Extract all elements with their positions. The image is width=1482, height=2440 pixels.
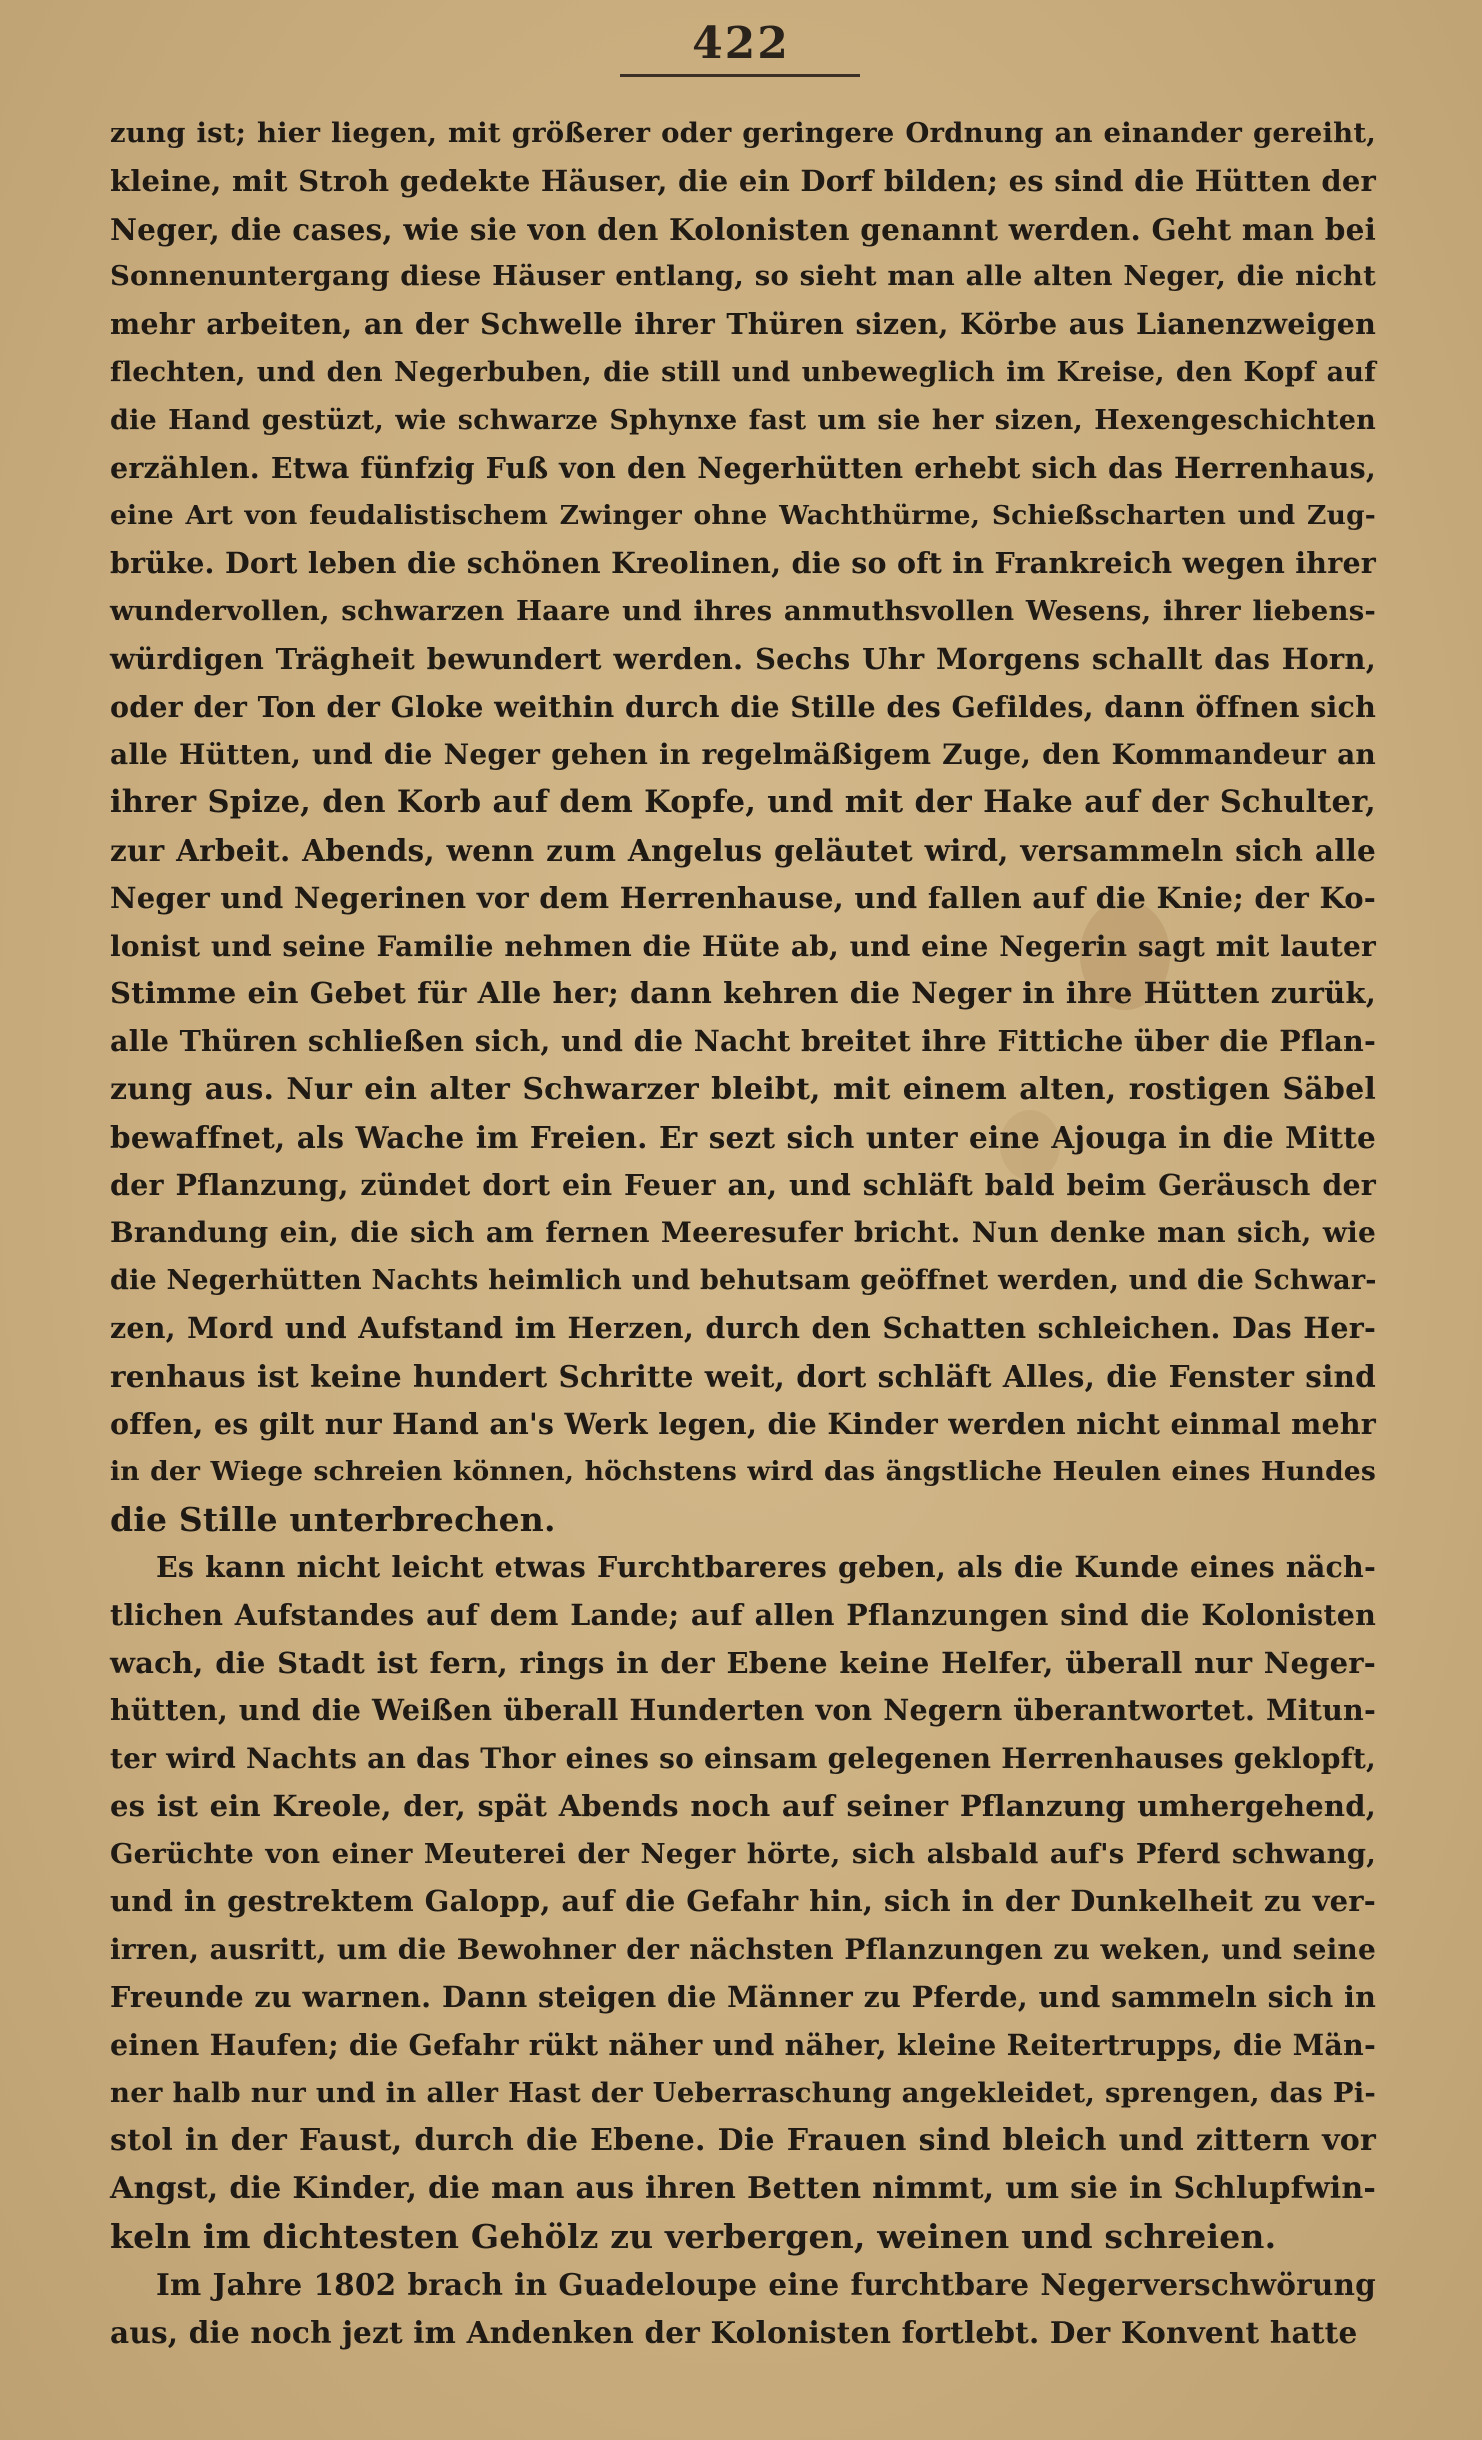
text-line: hütten, und die Weißen überall Hunderten von Negern überantwortet. Mitun-: [110, 1693, 1376, 1728]
paragraph: [110, 2261, 1376, 2357]
paragraph: [110, 110, 1376, 1544]
text-line: ter wird Nachts an das Thor eines so einsam gelegenen Herrenhauses geklopft,: [110, 1742, 1376, 1776]
text-line: Brandung ein, die sich am fernen Meeresufer bricht. Nun denke man sich, wie: [110, 1216, 1376, 1250]
text-line: wach, die Stadt ist fern, rings in der Ebene keine Helfer, überall nur Neger-: [110, 1645, 1376, 1680]
text-line: Es kann nicht leicht etwas Furchtbareres geben, als die Kunde eines näch-: [156, 1549, 1376, 1584]
text-line: lonist und seine Familie nehmen die Hüte ab, und eine Negerin sagt mit lauter: [110, 929, 1376, 963]
text-line: stol in der Faust, durch die Ebene. Die Frauen sind bleich und zittern vor: [110, 2123, 1376, 2159]
text-line: alle Thüren schließen sich, und die Nacht breitet ihre Fittiche über die Pflan-: [110, 1024, 1376, 1059]
text-line: oder der Ton der Gloke weithin durch die Stille des Gefildes, dann öffnen sich: [110, 689, 1376, 724]
text-line: kleine, mit Stroh gedekte Häuser, die ein Dorf bilden; es sind die Hütten der: [110, 163, 1376, 198]
text-line: Im Jahre 1802 brach in Guadeloupe eine furchtbare Negerverschwörung: [156, 2266, 1376, 2302]
text-line: würdigen Trägheit bewundert werden. Sechs Uhr Morgens schallt das Horn,: [110, 641, 1376, 676]
text-line: Freunde zu warnen. Dann steigen die Männer zu Pferde, und sammeln sich in: [110, 1980, 1376, 2015]
text-line: renhaus ist keine hundert Schritte weit, dort schläft Alles, die Fenster sind: [110, 1358, 1376, 1394]
text-line: Neger, die cases, wie sie von den Kolonisten genannt werden. Geht man bei: [110, 211, 1376, 247]
text-line: die Hand gestüzt, wie schwarze Sphynxe fast um sie her sizen, Hexengeschichten: [110, 404, 1376, 436]
text-line: offen, es gilt nur Hand an's Werk legen, die Kinder werden nicht einmal mehr: [110, 1406, 1376, 1441]
text-line: die Stille unterbrechen.: [110, 1500, 556, 1540]
paragraph: [110, 1544, 1376, 2261]
text-line: irren, ausritt, um die Bewohner der nächsten Pflanzungen zu weken, und seine: [110, 1933, 1376, 1967]
text-line: aus, die noch jezt im Andenken der Kolonisten fortlebt. Der Konvent hatte: [110, 2314, 1358, 2350]
text-line: die Negerhütten Nachts heimlich und behutsam geöffnet werden, und die Schwar-: [110, 1265, 1377, 1297]
text-line: der Pflanzung, zündet dort ein Feuer an, und schläft bald beim Geräusch der: [110, 1167, 1376, 1202]
text-line: tlichen Aufstandes auf dem Lande; auf allen Pflanzungen sind die Kolonisten: [110, 1597, 1376, 1632]
text-line: brüke. Dort leben die schönen Kreolinen, die so oft in Frankreich wegen ihrer: [110, 546, 1376, 581]
text-line: ihrer Spize, den Korb auf dem Kopfe, und mit der Hake auf der Schulter,: [110, 784, 1376, 821]
text-line: einen Haufen; die Gefahr rükt näher und näher, kleine Reitertrupps, die Män-: [110, 2027, 1376, 2062]
text-line: und in gestrektem Galopp, auf die Gefahr hin, sich in der Dunkelheit zu ver-: [110, 1884, 1376, 1919]
header-rule: [620, 74, 860, 77]
text-line: zen, Mord und Aufstand im Herzen, durch den Schatten schleichen. Das Her-: [110, 1310, 1376, 1345]
text-line: Neger und Negerinen vor dem Herrenhause, und fallen auf die Knie; der Ko-: [110, 880, 1376, 915]
text-line: es ist ein Kreole, der, spät Abends noch auf seiner Pflanzung umhergehend,: [110, 1788, 1376, 1823]
text-line: Sonnenuntergang diese Häuser entlang, so sieht man alle alten Neger, die nicht: [110, 260, 1376, 293]
page-number: 422: [692, 18, 790, 69]
text-line: bewaffnet, als Wache im Freien. Er sezt sich unter eine Ajouga in die Mitte: [110, 1119, 1376, 1155]
text-line: flechten, und den Negerbuben, die still und unbeweglich im Kreise, den Kopf auf: [110, 356, 1376, 388]
text-line: mehr arbeiten, an der Schwelle ihrer Thüren sizen, Körbe aus Lianenzweigen: [110, 307, 1376, 342]
text-line: in der Wiege schreien können, höchstens wird das ängstliche Heulen eines Hundes: [110, 1456, 1376, 1488]
text-line: Angst, die Kinder, die man aus ihren Betten nimmt, um sie in Schlupfwin-: [110, 2171, 1376, 2207]
text-line: keln im dichtesten Gehölz zu verbergen, weinen und schreien.: [110, 2217, 1277, 2257]
text-line: Gerüchte von einer Meuterei der Neger hörte, sich alsbald auf's Pferd schwang,: [110, 1837, 1376, 1870]
text-line: eine Art von feudalistischem Zwinger ohne Wachthürme, Schießscharten und Zug-: [110, 500, 1376, 532]
text-line: alle Hütten, und die Neger gehen in regelmäßigem Zuge, den Kommandeur an: [110, 738, 1376, 772]
text-line: Stimme ein Gebet für Alle her; dann kehren die Neger in ihre Hütten zurük,: [110, 976, 1376, 1011]
text-line: zur Arbeit. Abends, wenn zum Angelus geläutet wird, versammeln sich alle: [110, 832, 1376, 868]
body-text: [110, 110, 1376, 2356]
text-line: ner halb nur und in aller Hast der Ueberraschung angekleidet, sprengen, das Pi-: [110, 2076, 1376, 2109]
text-line: erzählen. Etwa fünfzig Fuß von den Negerhütten erhebt sich das Herrenhaus,: [110, 450, 1376, 485]
text-line: wundervollen, schwarzen Haare und ihres anmuthsvollen Wesens, ihrer liebens-: [110, 594, 1376, 627]
text-line: zung aus. Nur ein alter Schwarzer bleibt, mit einem alten, rostigen Säbel: [110, 1071, 1376, 1107]
text-line: zung ist; hier liegen, mit größerer oder geringere Ordnung an einander gereiht,: [110, 117, 1376, 149]
